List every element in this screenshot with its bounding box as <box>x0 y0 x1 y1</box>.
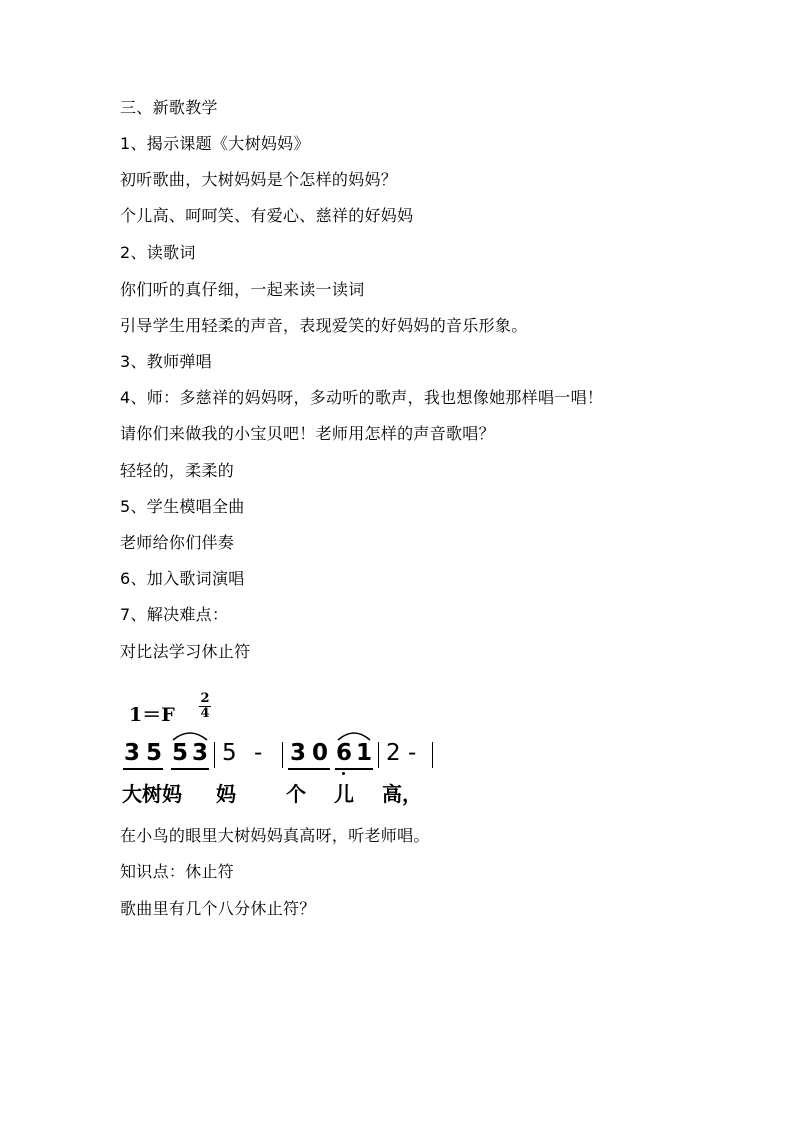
note-8: 0 <box>312 740 329 766</box>
low-octave-dot <box>342 772 345 775</box>
line-12: 老师给你们伴奏 <box>120 533 235 552</box>
note-5: 5 <box>222 740 237 766</box>
key-signature: 1＝F <box>129 704 175 726</box>
note-7: 3 <box>290 740 307 766</box>
note-10: 1 <box>356 740 373 766</box>
line-5: 你们听的真仔细，一起来读一读词 <box>120 280 365 299</box>
line-0: 三、新歌教学 <box>120 98 218 117</box>
line-4: 2、读歌词 <box>120 243 196 262</box>
line-13: 6、加入歌词演唱 <box>120 569 245 588</box>
note-11: 2 <box>386 740 401 766</box>
lyric-5: 高， <box>382 782 422 806</box>
lyric-3: 个 <box>286 782 306 806</box>
note-12: - <box>408 740 417 766</box>
line-2: 初听歌曲，大树妈妈是个怎样的妈妈？ <box>120 170 398 189</box>
time-signature-top: 2 <box>200 691 210 706</box>
lyric-2: 妈 <box>216 782 236 806</box>
time-signature-bottom: 4 <box>200 706 210 721</box>
note-2: 5 <box>146 740 163 766</box>
beam-2 <box>171 768 209 770</box>
line-6: 引导学生用轻柔的声音，表现爱笑的好妈妈的音乐形象。 <box>120 316 528 335</box>
jianpu-score <box>120 690 520 810</box>
barline-2 <box>282 742 283 768</box>
line-8: 4、师：多慈祥的妈妈呀，多动听的歌声，我也想像她那样唱一唱！ <box>120 388 604 407</box>
barline-4 <box>432 742 433 768</box>
line-3: 个儿高、呵呵笑、有爱心、慈祥的好妈妈 <box>120 206 414 225</box>
barline-1 <box>214 742 215 768</box>
beam-3 <box>288 768 330 770</box>
note-6: - <box>254 740 263 766</box>
after-line-0: 在小鸟的眼里大树妈妈真高呀，听老师唱。 <box>120 826 430 845</box>
line-10: 轻轻的，柔柔的 <box>120 461 235 480</box>
line-7: 3、教师弹唱 <box>120 352 212 371</box>
beam-4 <box>335 768 373 770</box>
time-signature <box>198 692 212 721</box>
note-9: 6 <box>336 740 353 766</box>
note-3: 5 <box>172 740 189 766</box>
lyric-4: 儿 <box>334 782 354 806</box>
after-line-1: 知识点：休止符 <box>120 862 235 881</box>
line-11: 5、学生模唱全曲 <box>120 497 245 516</box>
beam-1 <box>123 768 163 770</box>
line-9: 请你们来做我的小宝贝吧！老师用怎样的声音歌唱？ <box>120 424 495 443</box>
lyric-1: 大树妈 <box>122 782 182 806</box>
note-1: 3 <box>124 740 141 766</box>
note-4: 3 <box>192 740 209 766</box>
after-line-2: 歌曲里有几个八分休止符？ <box>120 899 316 918</box>
line-15: 对比法学习休止符 <box>120 642 251 661</box>
barline-3 <box>378 742 379 768</box>
line-1: 1、揭示课题《大树妈妈》 <box>120 134 310 153</box>
line-14: 7、解决难点： <box>120 605 229 624</box>
